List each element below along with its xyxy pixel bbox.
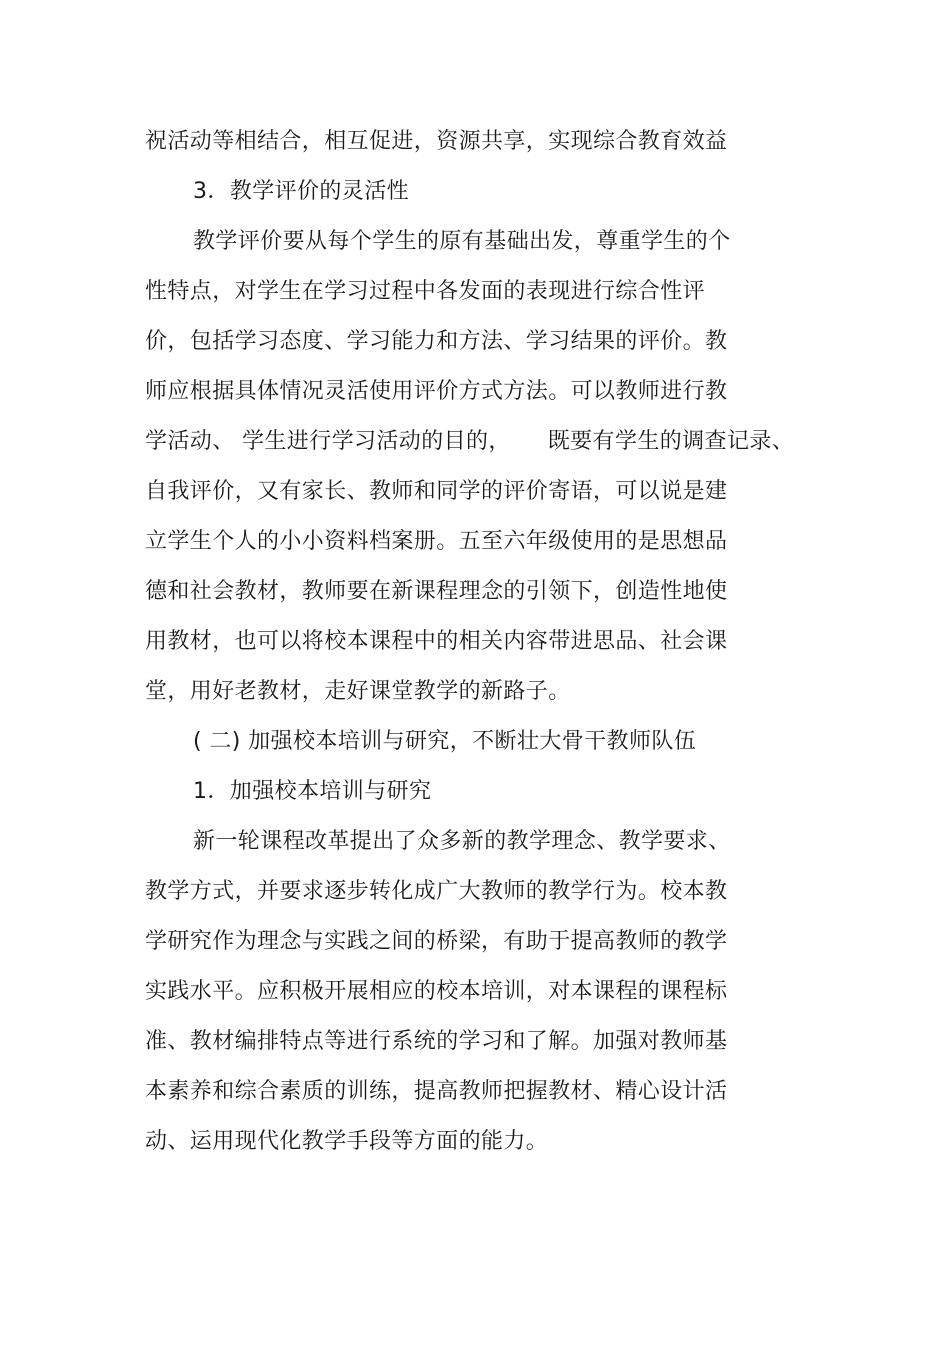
text-line: 准、教材编排特点等进行系统的学习和了解。加强对教师基: [145, 1029, 728, 1054]
text-line: 教学方式，并要求逐步转化成广大教师的教学行为。校本教: [145, 879, 728, 904]
text-line: 师应根据具体情况灵活使用评价方式方法。可以教师进行教: [145, 379, 728, 404]
text-line: 性特点，对学生在学习过程中各发面的表现进行综合性评: [145, 279, 706, 304]
text-line: 立学生个人的小小资料档案册。五至六年级使用的是思想品: [145, 529, 728, 554]
text-line: 实践水平。应积极开展相应的校本培训，对本课程的课程标: [145, 979, 728, 1004]
text-line: 祝活动等相结合，相互促进，资源共享，实现综合教育效益: [145, 129, 728, 154]
text-line: 教学评价要从每个学生的原有基础出发，尊重学生的个: [193, 229, 731, 254]
text-line: 德和社会教材，教师要在新课程理念的引领下，创造性地使: [145, 579, 728, 604]
text-line: 用教材，也可以将校本课程中的相关内容带进思品、社会课: [145, 629, 728, 654]
section-heading: ( 二) 加强校本培训与研究，不断壮大骨干教师队伍: [193, 729, 697, 754]
text-line: 价，包括学习态度、学习能力和方法、学习结果的评价。教: [145, 329, 728, 354]
subheading: 1．加强校本培训与研究: [193, 779, 432, 804]
text-line: 自我评价，又有家长、教师和同学的评价寄语，可以说是建: [145, 479, 728, 504]
text-line: 动、运用现代化教学手段等方面的能力。: [145, 1129, 549, 1154]
text-line: 堂，用好老教材，走好课堂教学的新路子。: [145, 679, 571, 704]
text-line: 新一轮课程改革提出了众多新的教学理念、教学要求、: [193, 829, 731, 854]
text-line: 本素养和综合素质的训练，提高教师把握教材、精心设计活: [145, 1079, 728, 1104]
text-line: 学活动、 学生进行学习活动的目的， 既要有学生的调查记录、: [145, 429, 795, 454]
text-line: 学研究作为理念与实践之间的桥梁，有助于提高教师的教学: [145, 929, 728, 954]
subheading: 3．教学评价的灵活性: [193, 179, 409, 204]
